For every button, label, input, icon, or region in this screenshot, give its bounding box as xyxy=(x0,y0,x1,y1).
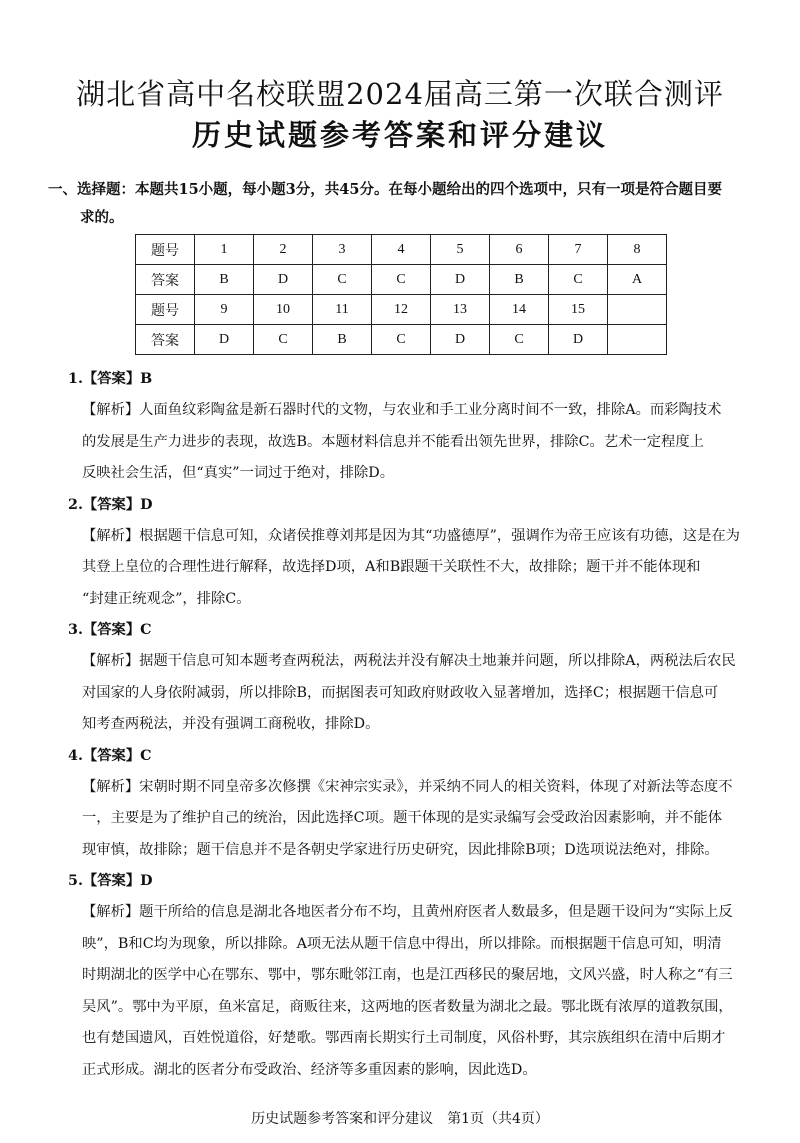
table-cell: 14 xyxy=(490,295,549,325)
table-cell: 9 xyxy=(195,295,254,325)
table-cell: D xyxy=(195,325,254,355)
table-cell: 11 xyxy=(313,295,372,325)
explanation-line: 时期湖北的医学中心在鄂东、鄂中，鄂东毗邻江南，也是江西移民的聚居地，文风兴盛，时人称之“有三 xyxy=(82,967,733,983)
section-instructions xyxy=(48,176,758,232)
question-answer-heading: 1.【答案】B xyxy=(68,371,153,387)
table-cell: C xyxy=(490,325,549,355)
question-answer-heading: 4.【答案】C xyxy=(68,747,152,764)
table-cell: 12 xyxy=(372,295,431,325)
table-cell: D xyxy=(549,325,608,355)
explanation-line: 也有楚国遗风，百姓悦道俗，好楚歌。鄂西南长期实行土司制度，风俗朴野，其宗族组织在清中后期才 xyxy=(82,1030,726,1046)
table-cell: 3 xyxy=(313,235,372,265)
explanation-line: 其登上皇位的合理性进行解释，故选择D项，A和B跟题干关联性不大，故排除；题干并不能体现和 xyxy=(82,559,701,575)
explanation-line: 【解析】根据题干信息可知，众诸侯推尊刘邦是因为其“功盛德厚”，强调作为帝王应该有功德，这是在为 xyxy=(82,527,740,544)
table-cell: 8 xyxy=(608,235,667,265)
explanation-line: 【解析】人面鱼纹彩陶盆是新石器时代的文物，与农业和手工业分离时间不一致，排除A。而彩陶技术 xyxy=(82,402,722,418)
table-row xyxy=(136,295,667,325)
explanation-line: 反映社会生活，但“真实”一词过于绝对，排除D。 xyxy=(82,465,395,481)
table-cell: C xyxy=(313,265,372,295)
table-cell: 1 xyxy=(195,235,254,265)
explanation-line: 对国家的人身依附减弱，所以排除B，而据图表可知政府财政收入显著增加，选择C；根据题干信息可 xyxy=(82,684,719,701)
explanation-line: 正式形成。湖北的医者分布受政治、经济等多重因素的影响，因此选D。 xyxy=(82,1061,537,1078)
explanations xyxy=(68,364,762,1086)
table-cell: D xyxy=(431,265,490,295)
table-cell: C xyxy=(254,325,313,355)
table-row xyxy=(136,265,667,295)
table-row-header: 题号 xyxy=(136,295,195,325)
explanation-line: 现审慎，故排除；题干信息并不是各朝史学家进行历史研究，因此排除B项；D选项说法绝对，排除。 xyxy=(82,841,719,858)
question-answer-heading: 2.【答案】D xyxy=(68,496,153,513)
page-subtitle: 历史试题参考答案和评分建议 xyxy=(191,118,608,152)
table-cell xyxy=(608,325,667,355)
table-row-header: 答案 xyxy=(136,265,195,295)
table-row xyxy=(136,325,667,355)
table-cell: 5 xyxy=(431,235,490,265)
table-cell: D xyxy=(431,325,490,355)
explanation-line: 映”，B和C均为现象，所以排除。A项无法从题干信息中得出，所以排除。而根据题干信息可知，明清 xyxy=(82,935,722,952)
table-cell: 6 xyxy=(490,235,549,265)
explanation-line: 的发展是生产力进步的表现，故选B。本题材料信息并不能看出领先世界，排除C。艺术一定程度上 xyxy=(82,433,704,450)
page-footer: 历史试题参考答案和评分建议 第1页（共4页） xyxy=(251,1111,549,1127)
instructions-line-2: 求的。 xyxy=(80,209,124,226)
table-cell: B xyxy=(313,325,372,355)
explanation-line: 吴风”。鄂中为平原，鱼米富足，商贩往来，这两地的医者数量为湖北之最。鄂北既有浓厚的道教氛围， xyxy=(82,998,733,1015)
table-cell: 2 xyxy=(254,235,313,265)
table-cell: D xyxy=(254,265,313,295)
table-row-header: 答案 xyxy=(136,325,195,355)
explanation-line: 【解析】据题干信息可知本题考查两税法，两税法并没有解决土地兼并问题，所以排除A，两税法后农民 xyxy=(82,653,736,669)
instructions-line-1: 一、选择题：本题共15小题，每小题3分，共45分。在每小题给出的四个选项中，只有一项是符合题目要 xyxy=(48,181,722,198)
table-cell: A xyxy=(608,265,667,295)
table-cell: C xyxy=(549,265,608,295)
table-cell: 4 xyxy=(372,235,431,265)
explanation-line: 知考查两税法，并没有强调工商税收，排除D。 xyxy=(82,716,380,732)
explanation-line: 【解析】宋朝时期不同皇帝多次修撰《宋神宗实录》，并采纳不同人的相关资料，体现了对新法等态度不 xyxy=(82,778,733,795)
explanation-line: 【解析】题干所给的信息是湖北各地医者分布不均，且黄州府医者人数最多，但是题干设问为“实际上反 xyxy=(82,904,733,920)
question-answer-heading: 3.【答案】C xyxy=(68,622,152,638)
table-cell: B xyxy=(490,265,549,295)
page-title: 湖北省高中名校联盟2024届高三第一次联合测评 xyxy=(76,77,724,111)
explanation-line: 一，主要是为了维护自己的统治，因此选择C项。题干体现的是实录编写会受政治因素影响，并不能体 xyxy=(82,810,722,826)
table-cell: 7 xyxy=(549,235,608,265)
answer-table xyxy=(135,234,667,355)
table-cell: 13 xyxy=(431,295,490,325)
table-row xyxy=(136,235,667,265)
table-cell: 10 xyxy=(254,295,313,325)
table-cell: 15 xyxy=(549,295,608,325)
table-cell: C xyxy=(372,265,431,295)
table-cell xyxy=(608,295,667,325)
table-cell: B xyxy=(195,265,254,295)
question-answer-heading: 5.【答案】D xyxy=(68,873,153,889)
table-row-header: 题号 xyxy=(136,235,195,265)
table-cell: C xyxy=(372,325,431,355)
explanation-line: “封建正统观念”，排除C。 xyxy=(82,590,251,607)
